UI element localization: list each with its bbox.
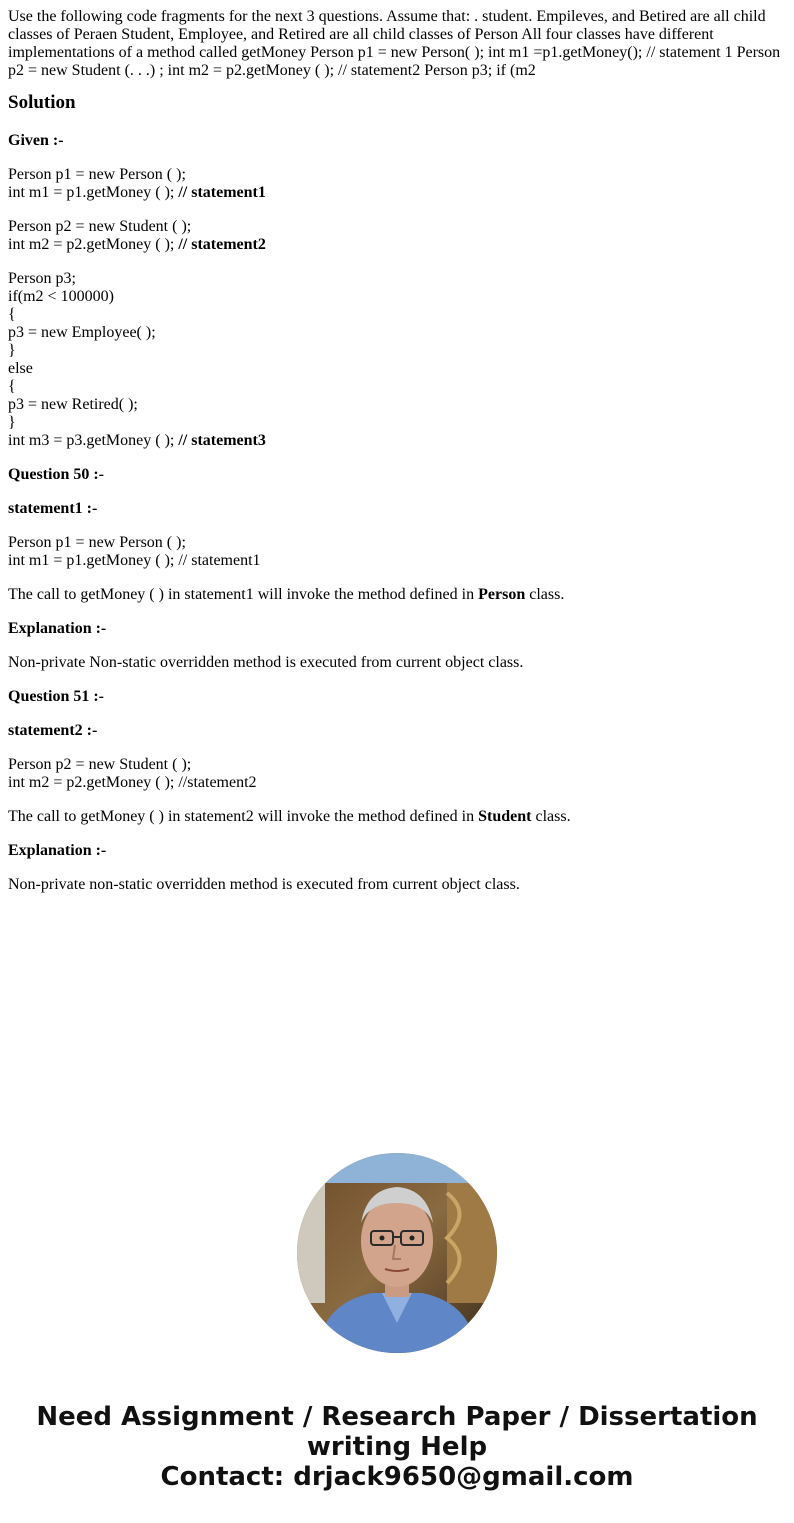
footer-contact: Contact: drjack9650@gmail.com xyxy=(160,1462,634,1492)
q51-answer: The call to getMoney ( ) in statement2 will invoke the method defined in Student class. xyxy=(8,808,571,825)
statement-comment: // statement2 xyxy=(178,236,266,253)
code-line: p3 = new Employee( ); xyxy=(8,324,156,341)
code-line: else xyxy=(8,360,33,377)
code-line: int m1 = p1.getMoney ( ); // statement1 xyxy=(8,184,266,201)
avatar xyxy=(297,1153,497,1353)
footer-banner xyxy=(0,1402,794,1492)
given-block-3 xyxy=(8,270,786,450)
code-line: Person p2 = new Student ( ); xyxy=(8,756,192,773)
q50-heading: Question 50 :- xyxy=(8,466,104,483)
given-block-1 xyxy=(8,166,786,202)
code-line: int m1 = p1.getMoney ( ); // statement1 xyxy=(8,552,261,569)
given-heading: Given :- xyxy=(8,132,64,149)
q50-explanation: Non-private Non-static overridden method is executed from current object class. xyxy=(8,654,524,671)
code-line: Person p2 = new Student ( ); xyxy=(8,218,192,235)
q51-subheading: statement2 :- xyxy=(8,722,98,739)
answer-class: Person xyxy=(478,586,526,603)
code-line: int m3 = p3.getMoney ( ); // statement3 xyxy=(8,432,266,449)
footer-line: Need Assignment / Research Paper / Dissertation xyxy=(36,1402,758,1432)
statement-comment: // statement1 xyxy=(178,184,266,201)
code-line: { xyxy=(8,378,16,395)
code-line: { xyxy=(8,306,16,323)
code-line: int m2 = p2.getMoney ( ); // statement2 xyxy=(8,236,266,253)
code-line: } xyxy=(8,342,16,359)
code-line: p3 = new Retired( ); xyxy=(8,396,138,413)
q51-heading: Question 51 :- xyxy=(8,688,104,705)
given-block-2 xyxy=(8,218,786,254)
q51-explanation: Non-private non-static overridden method is executed from current object class. xyxy=(8,876,520,893)
document-content xyxy=(8,8,786,910)
code-line: int m2 = p2.getMoney ( ); //statement2 xyxy=(8,774,257,791)
code-line: Person p3; xyxy=(8,270,76,287)
q50-code xyxy=(8,534,786,570)
code-line: } xyxy=(8,414,16,431)
question-text: Use the following code fragments for the next 3 questions. Assume that: . student. Empileves, and Betired are all child classes of Peraen Student, Employee, and Retired are all child classes of Person All four classes have different implementations of a method called getMoney Person p1 = new Person( ); int m1 =p1.getMoney(); // statement 1 Person p2 = new Student (. . .) ; int m2 = p2.getMoney ( ); // statement2 Person p3; if (m2 xyxy=(8,8,781,79)
code-line: Person p1 = new Person ( ); xyxy=(8,166,186,183)
q50-subheading: statement1 :- xyxy=(8,500,98,517)
tutor-photo xyxy=(297,1153,497,1353)
footer-line: writing Help xyxy=(306,1432,488,1462)
q50-explanation-heading: Explanation :- xyxy=(8,620,107,637)
q51-code xyxy=(8,756,786,792)
q51-explanation-heading: Explanation :- xyxy=(8,842,107,859)
solution-heading: Solution xyxy=(8,92,76,113)
statement-comment: // statement3 xyxy=(178,432,266,449)
code-line: Person p1 = new Person ( ); xyxy=(8,534,186,551)
answer-class: Student xyxy=(478,808,532,825)
code-line: if(m2 < 100000) xyxy=(8,288,114,305)
q50-answer: The call to getMoney ( ) in statement1 will invoke the method defined in Person class. xyxy=(8,586,565,603)
